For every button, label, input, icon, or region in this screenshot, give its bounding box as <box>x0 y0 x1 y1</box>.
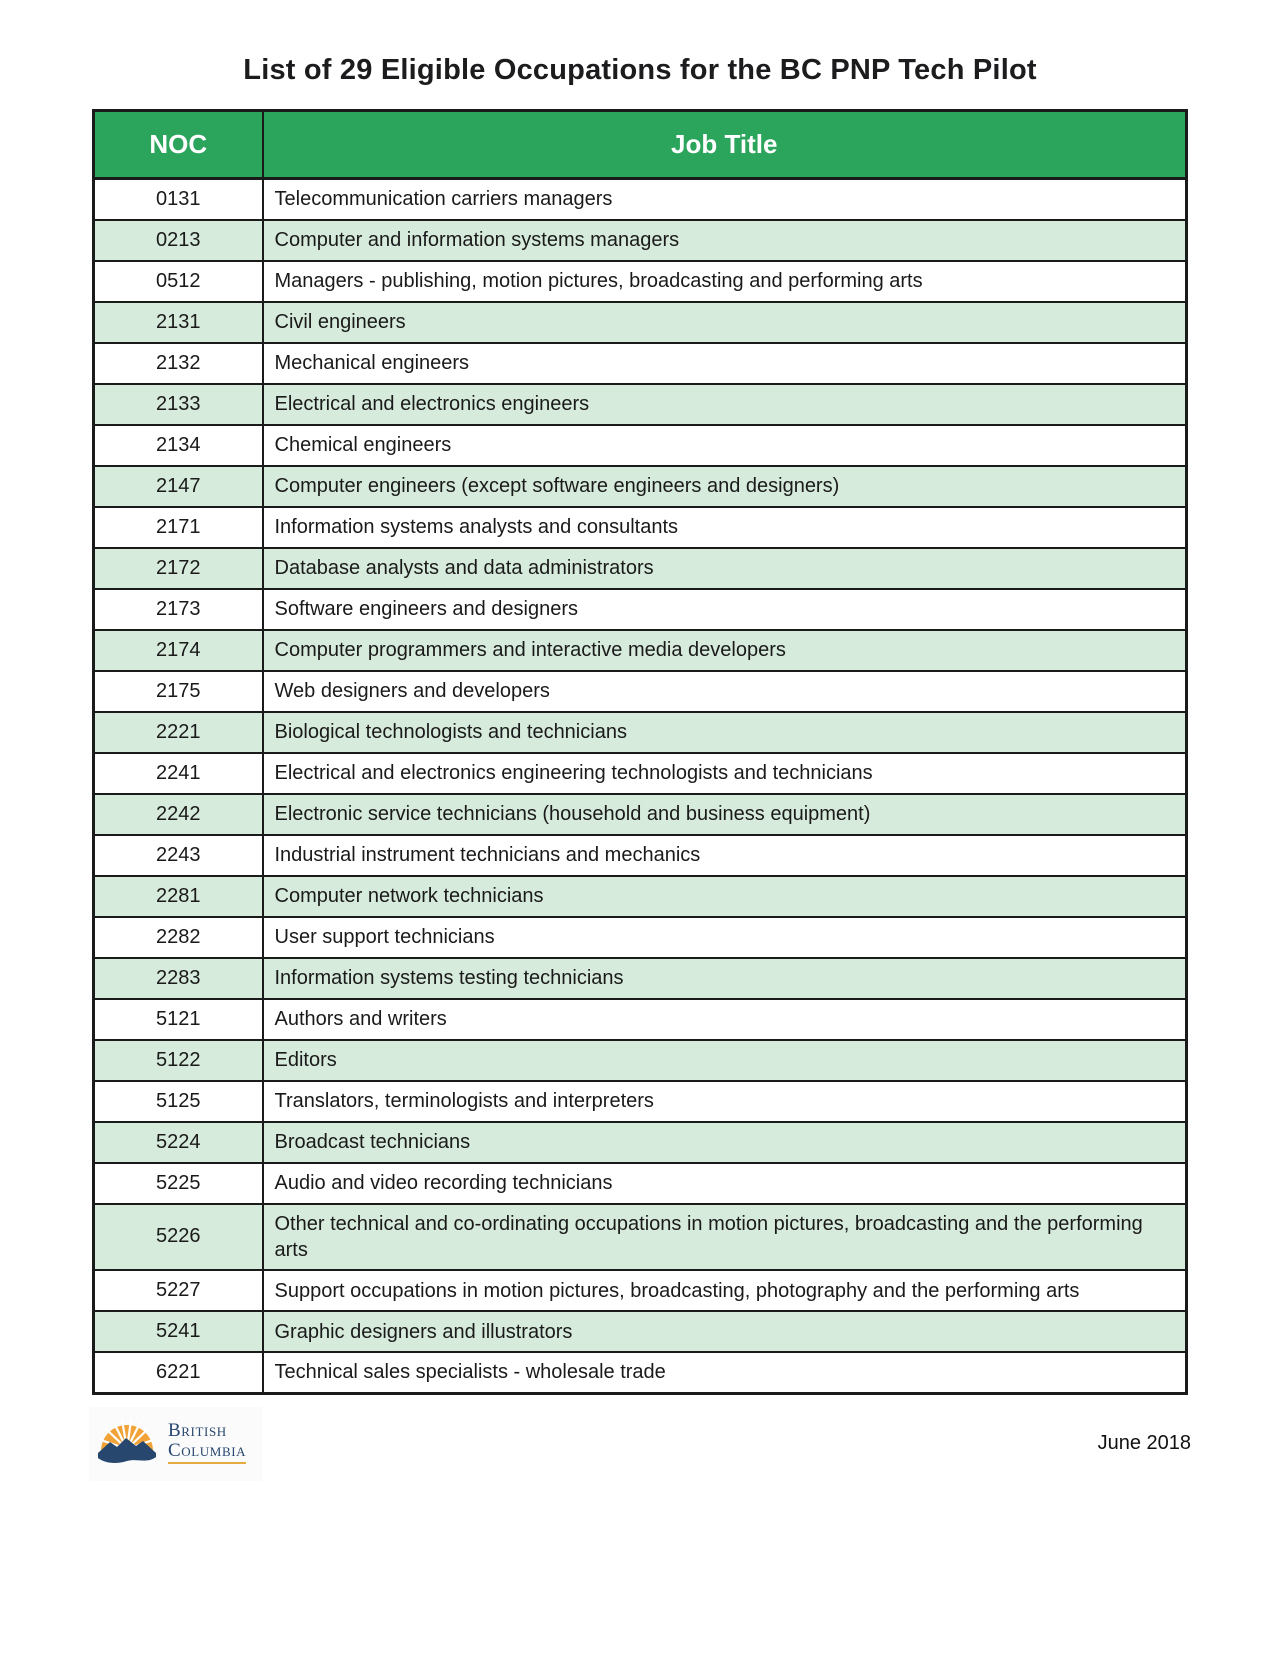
noc-cell: 2241 <box>94 753 263 794</box>
noc-cell: 2133 <box>94 384 263 425</box>
table-row <box>94 1352 1187 1393</box>
job-title-cell: Industrial instrument technicians and mechanics <box>263 835 1187 876</box>
job-title-cell: Telecommunication carriers managers <box>263 179 1187 220</box>
noc-cell: 2174 <box>94 630 263 671</box>
job-title-cell: Computer programmers and interactive media developers <box>263 630 1187 671</box>
noc-cell: 2172 <box>94 548 263 589</box>
job-title-cell: Editors <box>263 1040 1187 1081</box>
bc-logo-line2: Columbia <box>168 1441 246 1464</box>
noc-cell: 2131 <box>94 302 263 343</box>
noc-cell: 0213 <box>94 220 263 261</box>
job-title-cell: Computer and information systems managers <box>263 220 1187 261</box>
page-title: List of 29 Eligible Occupations for the BC PNP Tech Pilot <box>243 54 1037 86</box>
job-title-cell: Web designers and developers <box>263 671 1187 712</box>
noc-cell: 5125 <box>94 1081 263 1122</box>
noc-cell: 2243 <box>94 835 263 876</box>
table-row <box>94 466 1187 507</box>
job-title-cell: Computer engineers (except software engineers and designers) <box>263 466 1187 507</box>
table-row <box>94 548 1187 589</box>
noc-cell: 2283 <box>94 958 263 999</box>
job-title-cell: Electronic service technicians (household and business equipment) <box>263 794 1187 835</box>
table-row <box>94 507 1187 548</box>
bc-logo-wordmark <box>168 1421 246 1464</box>
table-header <box>94 111 1187 179</box>
job-title-cell: Database analysts and data administrators <box>263 548 1187 589</box>
noc-cell: 0512 <box>94 261 263 302</box>
job-title-cell: Audio and video recording technicians <box>263 1163 1187 1204</box>
noc-cell: 2281 <box>94 876 263 917</box>
table-row <box>94 1270 1187 1311</box>
job-title-cell: Electrical and electronics engineering technologists and technicians <box>263 753 1187 794</box>
noc-cell: 2175 <box>94 671 263 712</box>
noc-cell: 5226 <box>94 1204 263 1271</box>
job-title-cell: Other technical and co-ordinating occupations in motion pictures, broadcasting and the performing arts <box>263 1204 1187 1271</box>
table-row <box>94 302 1187 343</box>
table-row <box>94 1040 1187 1081</box>
noc-cell: 0131 <box>94 179 263 220</box>
job-title-column-header: Job Title <box>263 111 1187 179</box>
table-row <box>94 1163 1187 1204</box>
noc-cell: 5122 <box>94 1040 263 1081</box>
bc-logo-line1: British <box>168 1420 227 1442</box>
table-row <box>94 1122 1187 1163</box>
bc-government-logo <box>89 1407 262 1481</box>
job-title-cell: Electrical and electronics engineers <box>263 384 1187 425</box>
table-row <box>94 589 1187 630</box>
table-row <box>94 1311 1187 1352</box>
noc-cell: 2134 <box>94 425 263 466</box>
noc-cell: 2221 <box>94 712 263 753</box>
table-row <box>94 835 1187 876</box>
job-title-cell: Biological technologists and technicians <box>263 712 1187 753</box>
job-title-cell: Information systems analysts and consultants <box>263 507 1187 548</box>
noc-cell: 2171 <box>94 507 263 548</box>
table-row <box>94 384 1187 425</box>
job-title-cell: Software engineers and designers <box>263 589 1187 630</box>
job-title-cell: Support occupations in motion pictures, broadcasting, photography and the performing arts <box>263 1270 1187 1311</box>
document-page <box>0 54 1280 1656</box>
table-row <box>94 876 1187 917</box>
job-title-cell: Chemical engineers <box>263 425 1187 466</box>
job-title-cell: Technical sales specialists - wholesale trade <box>263 1352 1187 1393</box>
job-title-cell: Managers - publishing, motion pictures, broadcasting and performing arts <box>263 261 1187 302</box>
job-title-cell: Broadcast technicians <box>263 1122 1187 1163</box>
job-title-cell: Authors and writers <box>263 999 1187 1040</box>
noc-cell: 6221 <box>94 1352 263 1393</box>
job-title-cell: Information systems testing technicians <box>263 958 1187 999</box>
job-title-cell: Graphic designers and illustrators <box>263 1311 1187 1352</box>
table-row <box>94 179 1187 220</box>
bc-sunrise-mountains-icon <box>95 1415 159 1471</box>
job-title-cell: Translators, terminologists and interpreters <box>263 1081 1187 1122</box>
job-title-cell: Mechanical engineers <box>263 343 1187 384</box>
table-row <box>94 343 1187 384</box>
job-title-cell: Civil engineers <box>263 302 1187 343</box>
noc-cell: 5227 <box>94 1270 263 1311</box>
table-row <box>94 1081 1187 1122</box>
table-row <box>94 958 1187 999</box>
table-row <box>94 220 1187 261</box>
job-title-cell: Computer network technicians <box>263 876 1187 917</box>
occupations-table <box>92 109 1188 1395</box>
table-row <box>94 917 1187 958</box>
noc-cell: 5121 <box>94 999 263 1040</box>
noc-cell: 2173 <box>94 589 263 630</box>
table-row <box>94 753 1187 794</box>
noc-cell: 2147 <box>94 466 263 507</box>
job-title-cell: User support technicians <box>263 917 1187 958</box>
noc-cell: 5241 <box>94 1311 263 1352</box>
table-row <box>94 261 1187 302</box>
table-row <box>94 794 1187 835</box>
noc-cell: 5224 <box>94 1122 263 1163</box>
table-row <box>94 630 1187 671</box>
footer-date: June 2018 <box>1097 1432 1191 1455</box>
table-body <box>94 179 1187 1394</box>
noc-column-header: NOC <box>94 111 263 179</box>
noc-cell: 2242 <box>94 794 263 835</box>
table-row <box>94 425 1187 466</box>
table-row <box>94 1204 1187 1271</box>
table-row <box>94 999 1187 1040</box>
noc-cell: 2132 <box>94 343 263 384</box>
noc-cell: 5225 <box>94 1163 263 1204</box>
table-row <box>94 712 1187 753</box>
table-row <box>94 671 1187 712</box>
noc-cell: 2282 <box>94 917 263 958</box>
page-footer <box>89 1407 1191 1481</box>
header-row <box>94 111 1187 179</box>
